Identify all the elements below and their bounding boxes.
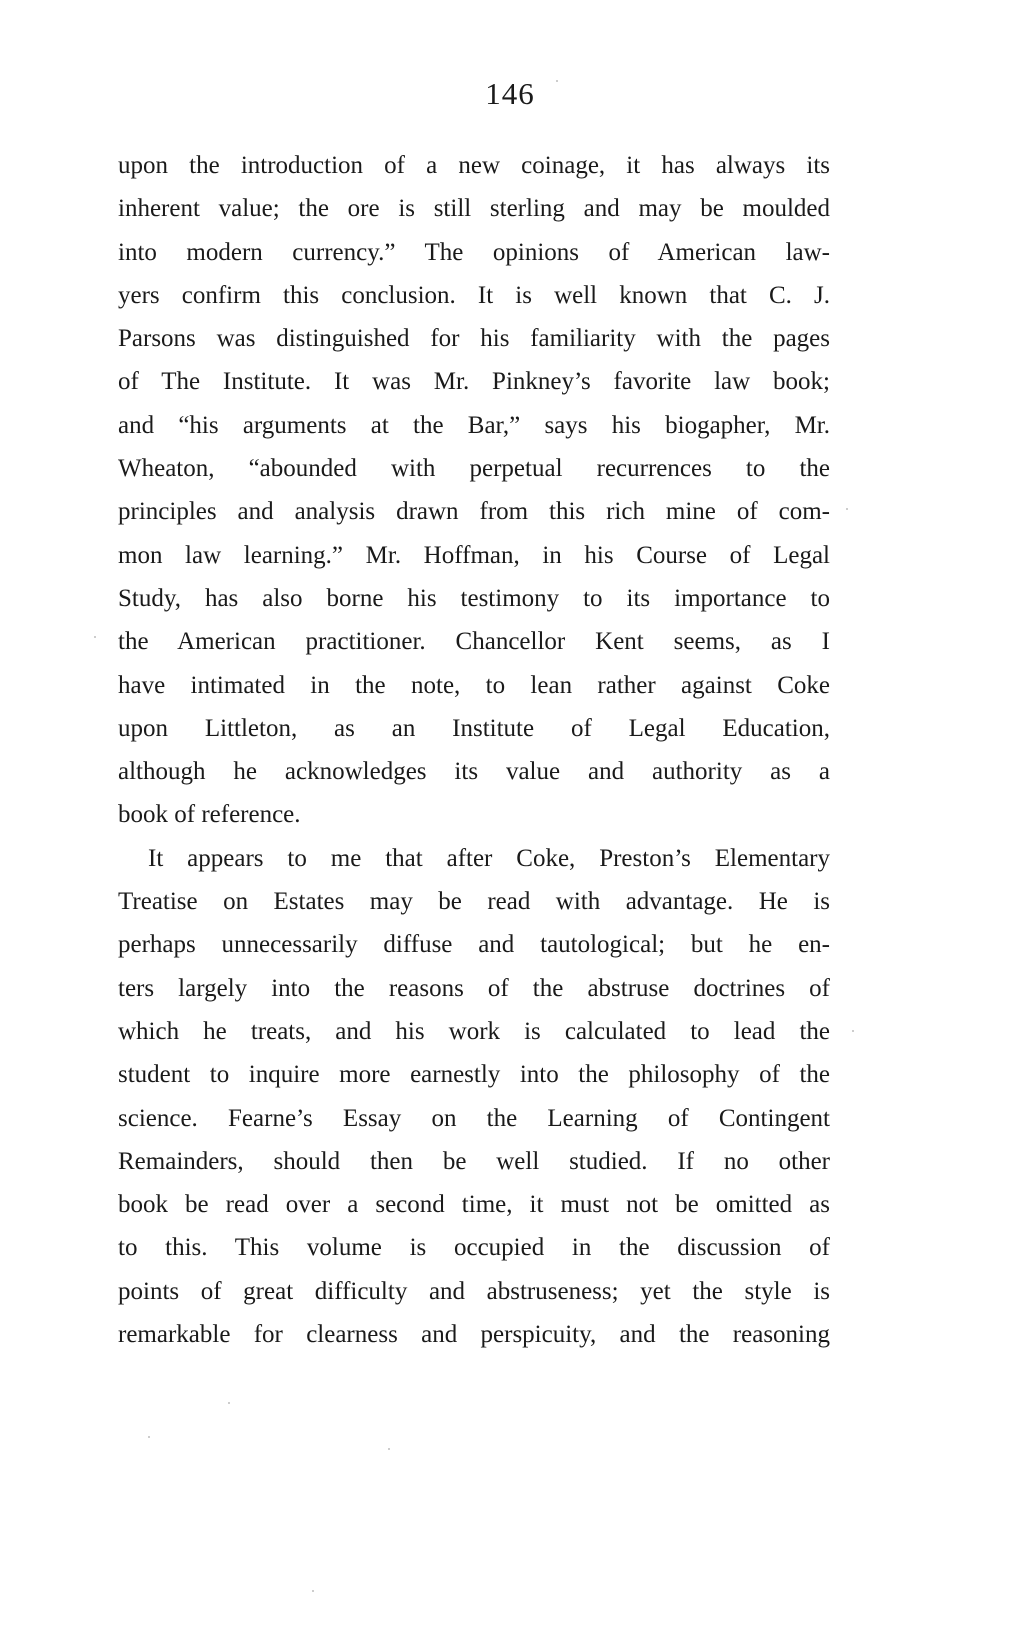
text-line: the American practitioner. Chancellor Kent seems, as I [118,628,830,656]
text-line: Remainders, should then be well studied. If no other [118,1147,830,1175]
text-line: have intimated in the note, to lean rather against Coke [118,671,830,699]
text-line: to this. This volume is occupied in the discussion of [118,1234,830,1262]
text-line: principles and analysis drawn from this rich mine of com- [118,498,830,526]
text-line: Parsons was distinguished for his familiarity with the pages [118,325,830,353]
text-line: of The Institute. It was Mr. Pinkney’s favorite law book; [118,368,830,396]
text-line: mon law learning.” Mr. Hoffman, in his Course of Legal [118,541,830,569]
paper-speck [556,80,558,82]
body-text [118,144,830,1356]
paper-speck [846,508,848,510]
text-line: Treatise on Estates may be read with advantage. He is [118,888,830,916]
paper-speck [228,1402,230,1404]
paper-speck [852,1030,854,1032]
text-line: remarkable for clearness and perspicuity, and the reasoning [118,1321,830,1349]
text-line: book of reference. [118,801,301,829]
text-line: ters largely into the reasons of the abstruse doctrines of [118,974,830,1002]
text-line: yers confirm this conclusion. It is well known that C. J. [118,281,830,309]
text-line: It appears to me that after Coke, Preston’s Elementary [148,844,830,872]
text-line: although he acknowledges its value and authority as a [118,758,830,786]
page-number: 146 [485,76,535,111]
text-line: inherent value; the ore is still sterling and may be moulded [118,195,830,223]
text-line: upon Littleton, as an Institute of Legal Education, [118,714,830,742]
paper-speck [312,1590,314,1592]
text-line: perhaps unnecessarily diffuse and tautological; but he en- [118,931,830,959]
text-line: science. Fearne’s Essay on the Learning of Contingent [118,1104,830,1132]
text-line: Wheaton, “abounded with perpetual recurrences to the [118,455,830,483]
text-line: book be read over a second time, it must not be omitted as [118,1191,830,1219]
text-line: upon the introduction of a new coinage, it has always its [118,152,830,179]
paper-speck [148,1436,150,1438]
text-line: points of great difficulty and abstruseness; yet the style is [118,1277,830,1305]
text-line: Study, has also borne his testimony to its importance to [118,584,830,612]
text-line: and “his arguments at the Bar,” says his biogapher, Mr. [118,411,830,439]
paper-speck [94,636,96,638]
text-line: into modern currency.” The opinions of American law- [118,238,830,266]
paper-speck [388,1448,390,1450]
text-line: student to inquire more earnestly into the philosophy of the [118,1061,830,1089]
text-line: which he treats, and his work is calculated to lead the [118,1017,830,1045]
